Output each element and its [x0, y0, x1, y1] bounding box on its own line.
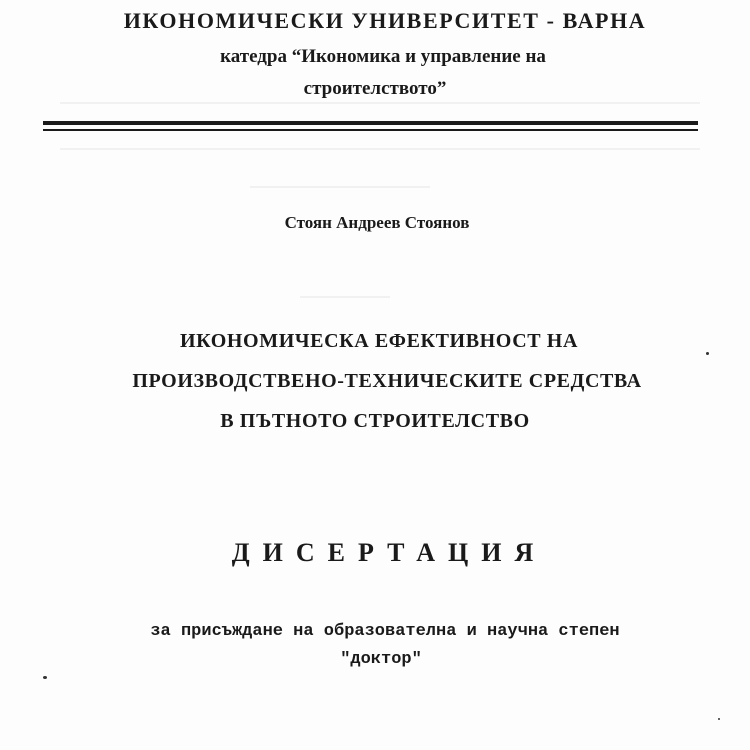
thesis-title-line-1: ИКОНОМИЧЕСКА ЕФЕКТИВНОСТ НА — [179, 330, 578, 352]
author-name: Стоян Андреев Стоянов — [284, 213, 470, 232]
scan-speck — [43, 676, 47, 679]
header-rule-thin — [43, 129, 698, 131]
thesis-title-line-3: В ПЪТНОТО СТРОИТЕЛСТВО — [220, 410, 530, 432]
degree-purpose-line-1: за присъждане на образователна и научна степен — [150, 622, 620, 641]
department-line-2: строителството” — [303, 78, 447, 99]
bleed-through-line — [60, 148, 700, 150]
document-type-heading: ДИСЕРТАЦИЯ — [231, 538, 547, 567]
university-name: ИКОНОМИЧЕСКИ УНИВЕРСИТЕТ - ВАРНА — [123, 8, 647, 33]
thesis-title-line-2: ПРОИЗВОДСТВЕНО-ТЕХНИЧЕСКИТЕ СРЕДСТВА — [132, 370, 642, 392]
header-rule-thick — [43, 121, 698, 125]
department-line-1: катедра “Икономика и управление на — [220, 46, 546, 67]
bleed-through-line — [250, 186, 430, 188]
scan-speck — [718, 718, 720, 720]
bleed-through-line — [300, 296, 390, 298]
scan-speck — [706, 352, 709, 355]
degree-purpose-line-2: "доктор" — [340, 650, 422, 669]
bleed-through-line — [60, 102, 700, 104]
